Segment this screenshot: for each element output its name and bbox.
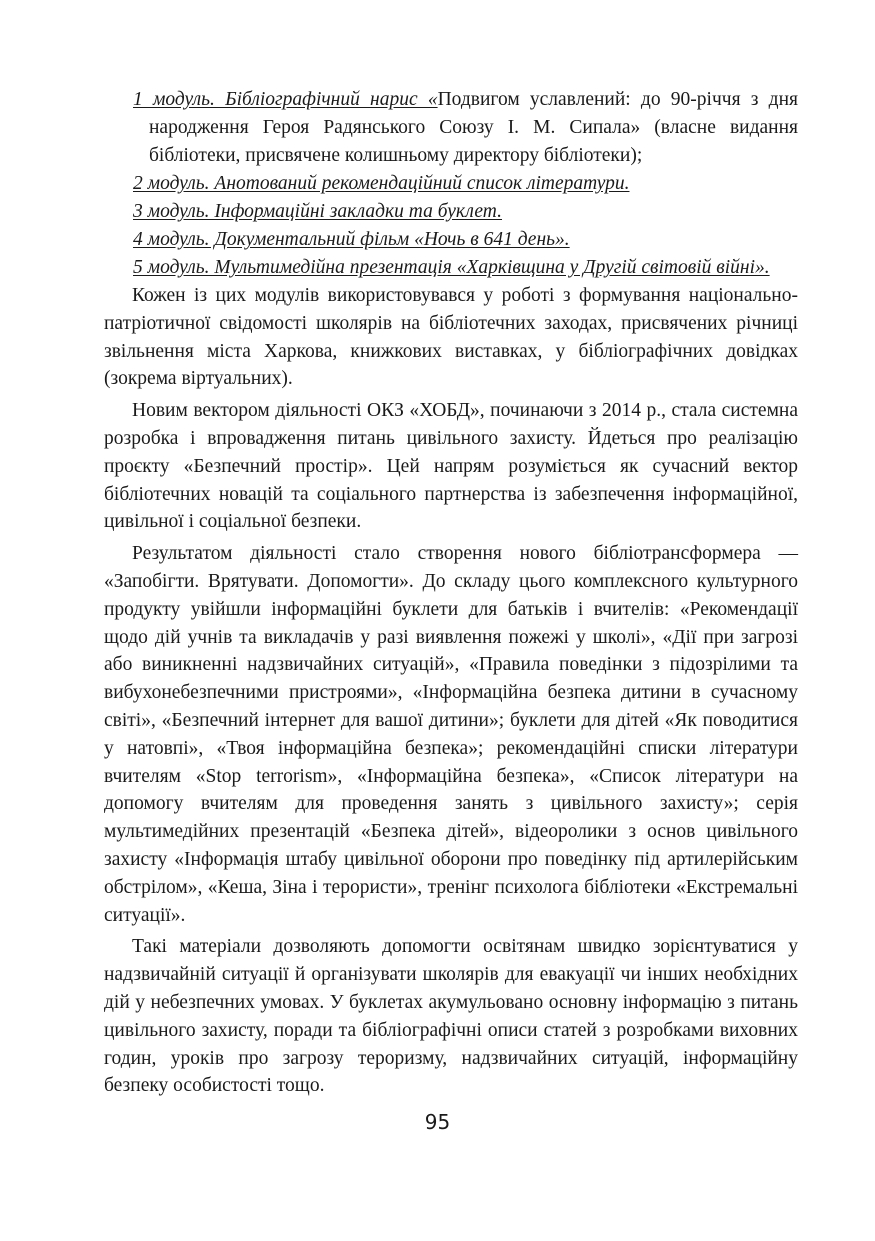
module-title-5: 5 модуль. Мультимедійна презентація «Харківщина у Другій світовій війні». <box>133 257 770 278</box>
paragraph-4: Такі матеріали дозволяють допомогти освітянам швидко зорієнтуватися у надзвичайній ситуації й організувати школярів для евакуації чи інших необхідних дій у небезпечних умовах. У буклетах акумульовано основну інформацію з питань цивільного захисту, поради та бібліографічні описи статей з розробками виховних годин, уроків про загрозу тероризму, надзвичайних ситуацій, інформаційну безпеку особистості тощо. <box>104 936 798 1097</box>
module-text-1: Подвигом уславлений: до 90-річчя з дня народження Героя Радянського Союзу І. М. Сипала» (власне видання бібліотеки, присвячене колишньому директору бібліотеки); <box>149 89 798 166</box>
module-item-4 <box>104 226 798 254</box>
paragraph-2: Новим вектором діяльності ОКЗ «ХОБД», починаючи з 2014 р., стала системна розробка і впровадження питань цивільного захисту. Йдеться про реалізацію проєкту «Безпечний простір». Цей напрям розуміється як сучасний вектор бібліотечних новацій та соціального партнерства із забезпечення інформаційної, цивільної і соціальної безпеки. <box>104 400 798 533</box>
module-title-4: 4 модуль. Документальний фільм «Ночь в 641 день». <box>133 229 570 250</box>
module-title-3: 3 модуль. Інформаційні закладки та буклет. <box>133 201 503 222</box>
module-list <box>104 86 798 282</box>
module-item-5 <box>104 254 798 282</box>
module-title-1: 1 модуль. Бібліографічний нарис « <box>133 89 438 110</box>
page-body <box>104 86 798 1104</box>
module-title-2: 2 модуль. Анотований рекомендаційний список літератури. <box>133 173 630 194</box>
paragraph-3: Результатом діяльності стало створення нового бібліотрансформера — «Запобігти. Врятувати. Допомогти». До складу цього комплексного культурного продукту увійшли інформаційні буклети для батьків і вчителів: «Рекомендації щодо дій учнів та викладачів у разі виявлення пожежі у школі», «Дії при загрозі або виникненні надзвичайних ситуацій», «Правила поведінки з підозрілими та вибухонебезпечними пристроями», «Інформаційна безпека дитини в сучасному світі», «Безпечний інтернет для вашої дитини»; буклети для дітей «Як поводитися у натовпі», «Твоя інформаційна безпека»; рекомендаційні списки літератури вчителям «Stop terrorism», «Інформаційна безпека», «Список літератури на допомогу вчителям для проведення занять з цивільного захисту»; серія мультимедійних презентацій «Безпека дітей», відеоролики з основ цивільного захисту «Інформація штабу цивільної оборони про поведінку під артилерійським обстрілом», «Кеша, Зіна і терористи», тренінг психолога бібліотеки «Екстремальні ситуації». <box>104 543 798 926</box>
module-item-3 <box>104 198 798 226</box>
paragraph-1: Кожен із цих модулів використовувався у роботі з формування національно-патріотичної свідомості школярів на бібліотечних заходах, присвячених річниці звільнення міста Харкова, книжкових виставках, у бібліографічних довідках (зокрема віртуальних). <box>104 285 798 390</box>
page-number: 95 <box>424 1110 451 1134</box>
module-item-1 <box>104 86 798 170</box>
module-item-2 <box>104 170 798 198</box>
